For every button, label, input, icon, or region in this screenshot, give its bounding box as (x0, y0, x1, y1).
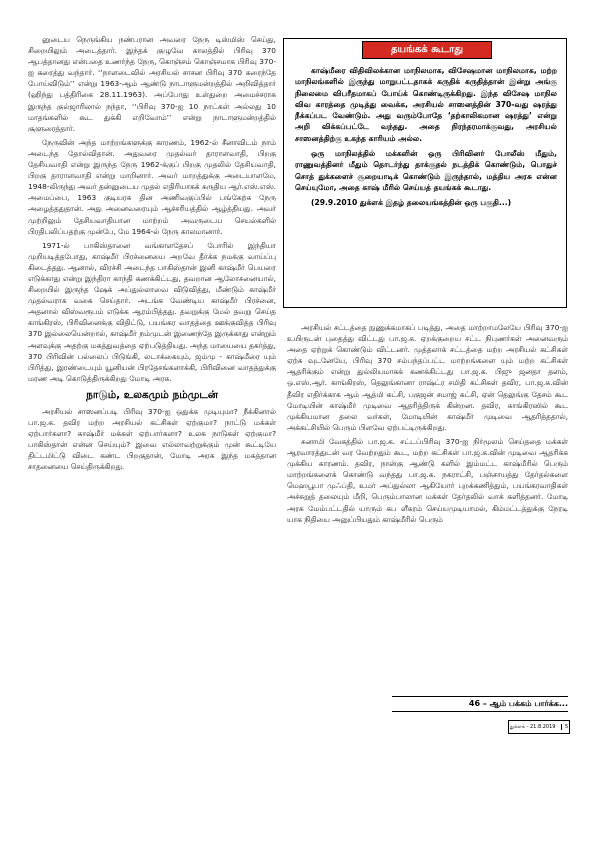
box-source-note: (29.9.2010 துக்ளக் இதழ் தலையங்கத்தின் ஒரு பகுதி...) (311, 198, 512, 208)
section-subhead: நாடும், உலகமும் நம்முடன் (86, 388, 218, 401)
page-footer (508, 720, 570, 734)
article-paragraph: னுடைய நெருங்கிய நண்பரான அவரை நேரு டிஸ்மிஸ் செய்து, சிறையிலும் அடைத்தார். இந்தக் குழுவே காலத்தில் பிரிவு 370 ஆபத்தானது என்பதை உணர்ந்த நேரு, கொஞ்சம் கொஞ்சமாக பிரிவு 370-ஐ கரைத்து வந்தார். ‘‘நாளடைவில் அரசியல் சாசன பிரிவு 370 கரைந்தே போய்விடும்’’ என்று 1963-ஆம் ஆண்டு நாடாளுமன்றத்தில் அறிவித்தார் (ஹிந்து பத்திரிகை 28.11.1963). அப்போது உள்துறை அமைச்சராக இருந்த குல்ஜாரிலால் நந்தா, ‘‘பிரிவு 370-ஐ 10 நாட்கள் அல்லது 10 மாதங்களில் கூட துக்கி எறிவோம்’’ என்று நாடாளுமன்றத்தில் சூளுரைத்தார். (28, 35, 276, 133)
right-column (287, 322, 568, 528)
article-paragraph: அரசியல் சட்டத்தை நுணுக்கமாகப் படித்து, அதை மாற்றாமலேயே பிரிவு 370-ஐ உயிருடன் புதைத்து விட்டது பா.ஜ.க. ஏறக்குறைய சட்ட நிபுணர்கள் அனைவரும் அதை ஏற்றுக் கொண்டும் விட்டனர். முத்தலாக் சட்டத்தை மற்ற அரசியல் கட்சிகள் ஏற்க வுடனேயே, பிரிவு 370 சம்பந்தப்பட்ட மாற்றங்களை யும் மற்ற கட்சிகள் ஆதரிக்கும் என்று துல்லியமாகக் கணக்கிட்டது பா.ஜ.க. பிஜு ஜனதா தளம், ஒ.எஸ்.ஆர். காங்கிரஸ், தெலுங்கானா ராஷ்ட்ர சமிதி கட்சிகள் தவிர, பா.ஜ.க.வின் தீவிர எதிர்க்காக ஆம் ஆத்மி கட்சி, பகுஜன் சமாஜ் கட்சி, ஏன் தெலுங்கு தேசம் கூட மோடியின் காஷ்மீர் முடிவை ஆதரித்திருக் கின்றன. தவிர, காங்கிரஸில் கூட முக்கியமான தலை வர்கள், மோடியின் காஷ்மீர் முடிவை ஆதரித்ததால், அக்கட்சியில் பெரும் பிளவே ஏற்பட்டிருக்கிறது. (287, 323, 568, 432)
article-paragraph: சுனாமி வேகத்தில் பா.ஜ.க. சட்டப்பிரிவு 370-ஐ நிர்மூலம் செய்ததை மக்கள் ஆரவாரத்துடன் வர வேற்றதும் கூட, மற்ற கட்சிகள் பா.ஜ.க.வின் முடிவை ஆதரிக்க முக்கிய காரணம். தவிர, நான்கு ஆண்டு களில் இம்மட்ட காஷ்மீரில் பெரும் மாற்றங்களைக் கொண்டு வந்தது பா.ஜ.க. நகராட்சி, பஞ்சாயத்து தேர்தல்களை மெஹபூபா முஃப்தி, உமர் அப்துல்லா ஆகியோர் புறக்கணித்தும், பயங்கரவாதிகள் அச்சுறுத் தலையும் மீறி, பெரும்பாலான மக்கள் தேர்தலில் வாக் களித்தனர். மோடி அரசு மேம்பட்டதில் யாரும் கப ளீகரம் செய்யமுடியாமல், கிம்மட்டத்துக்கு நேரடி யாக நிதியை அனுப்பியதும் காஷ்மீரில் பெரும் (287, 436, 568, 524)
box-paragraph: காஷ்மீரை விதிவிலக்கான மாநிலமாக, விசேஷமான மாநிலமாக, மற்ற மாநிலங்களில் இருந்து மாறுபட்டதாகக் கருதிக் கருதித்தான் இன்று அங்கு நிலைமை விபரீதமாகப் போய்க் கொண்டிருக்கிறது. இந்த விசேஷ மாநில விவ காரத்தை முடித்து வைக்க, அரசியல் சாஸனத்தின் 370-வது ஷரத்து நீக்கப்பட வேண்டும். அது வரும்போதே ‘தற்காலிகமான ஷரத்து’ என்று அறி விக்கப்பட்டே வந்தது. அதை நிரந்தரமாக்குவது, அரசியல் சாஸனத்திற்கு உகந்த காரியம் அல்ல. (295, 66, 557, 143)
article-paragraph: அரசியல் சாஸனப்படி பிரிவு 370-ஐ ஒதுக்க முடியுமா? நீக்கினால் பா.ஜ.க. தவிர மற்ற அரசியல் கட்சிகள் ஏற்குமா? நாட்டு மக்கள் ஏற்பார்களா? காஷ்மீர் மக்கள் ஏற்பார்களா? உலக நாடுகள் ஏற்குமா? பாகிஸ்தான் என்ன செய்யும்? இவை எல்லாவற்றுக்கும் முன் கூட்டியே திட்டமிட்டு விடை கண்ட பிறகுதான், மோடி அரசு இந்த மகத்தான சாதனையை செய்திருக்கிறது. (28, 406, 276, 472)
continued-on-page: 46 – ஆம் பக்கம் பார்க்க... (392, 696, 568, 712)
box-title: தயங்கக் கூடாது (362, 41, 492, 59)
article-paragraph: 1971-ல் பாகிஸ்தானை வங்காளதேசப் போரில் இந்தியா முறியடித்தபோது, காஷ்மீர் பிரச்னையை அறவே தீர்க்க நமக்கு வாய்ப்பு கிடைத்தது. ஆனால், விரச்சி அடைந்த பாகிஸ்தான் இனி காஷ்மீர் பெயரை எடுக்காது என்று இந்திரா காந்தி கணக்கிட்டது, தவறான ஆலோசனையால், சிறையில் இருந்த ஷேக் அப்துல்லாவை விடுவித்து, மீண்டும் காஷ்மீர் முதல்வராக வகை செய்தார். அடங்க வேண்டிய காஷ்மீர் பிரச்னை, அதனால் விஸ்வரூபம் எடுக்க ஆரம்பித்தது. தவறுக்கு மேல் தவறு செய்த காங்கிரஸ், பிரிவினைக்கு விதிட்டு, பயங்கர வாதத்தை ஊக்குவித்த பிரிவு 370 இல்லையென்றால், காஷ்மீர் நம்முடன் இணைந்தே இருக்காது என்றும் அளவுக்கு அதற்கு மகத்துவத்தை ஏற்படுத்தியது. அந்த மாயையை தகர்த்து, 370 பிரிவின் பல்லைப் பிடுங்கி, லடாக்கையும், ஜம்மு - காஷ்மீரை யும் பிரித்து, இரண்டையும் யூனியன் பிரதேசங்களாக்கி, பிரிவினை வாதத்துக்கு மரண அடி கொடுத்திருக்கிறது மோடி அரசு. (28, 240, 276, 383)
boxed-editorial (283, 38, 567, 308)
page-number: 5 (561, 724, 568, 730)
article-paragraph: நேருவின் அந்த மாற்றங்களுக்கு காரணம், 1962-ல் சீனாவிடம் நாம் அடைந்த தோல்விதான். அதுவரை முதல்வர் தாராளவாதி, பிறகு தேசியவாதி என்று இருந்த நேரு 1962-க்குப் பிறகு முதலில் தேசியவாதி, பிறகு தாராளவாதி என்று மாறினார். அவர் மாறத்துக்கு அடையாளமே, 1948-லிருந்து அவர் தன்னுடைய முதல் எதிரியாகக் கருதிய ஆர்.எஸ்.எஸ். அமைப்பை, 1963 குடியரசு தின அணிவகுப்பில் பங்கேற்க நேரு அழைத்ததுதான். அது அனைவரையும் ஆச்சரியத்தில் ஆழ்த்தியது. அவர் முற்றிலும் தேசியவாதியான மாற்றம் அவருடைய செயல்களில் பிரதிபலிப்பதற்கு முன்பே, மே 1964-ல் நேரு காலமானார். (28, 137, 276, 236)
box-body (295, 65, 557, 209)
left-column (28, 34, 276, 475)
footer-publication: துக்ளக் - 21.8.2019 (509, 724, 556, 730)
box-paragraph: ஒரு மாநிலத்தில் மக்களின் ஒரு பிரிவினர் போலீஸ் மீதும், ராணுவத்தினர் மீதும் தொடர்ந்து தாக்குதல் நடத்திக் கொண்டும், பொதுச் சொத் துக்களைச் சூறையாடிக் கொண்டும் இருந்தால், மத்திய அரசு என்ன செய்யுமோ, அதை காஷ் மீரில் செய்யத் தயங்கக் கூடாது. (295, 149, 557, 192)
